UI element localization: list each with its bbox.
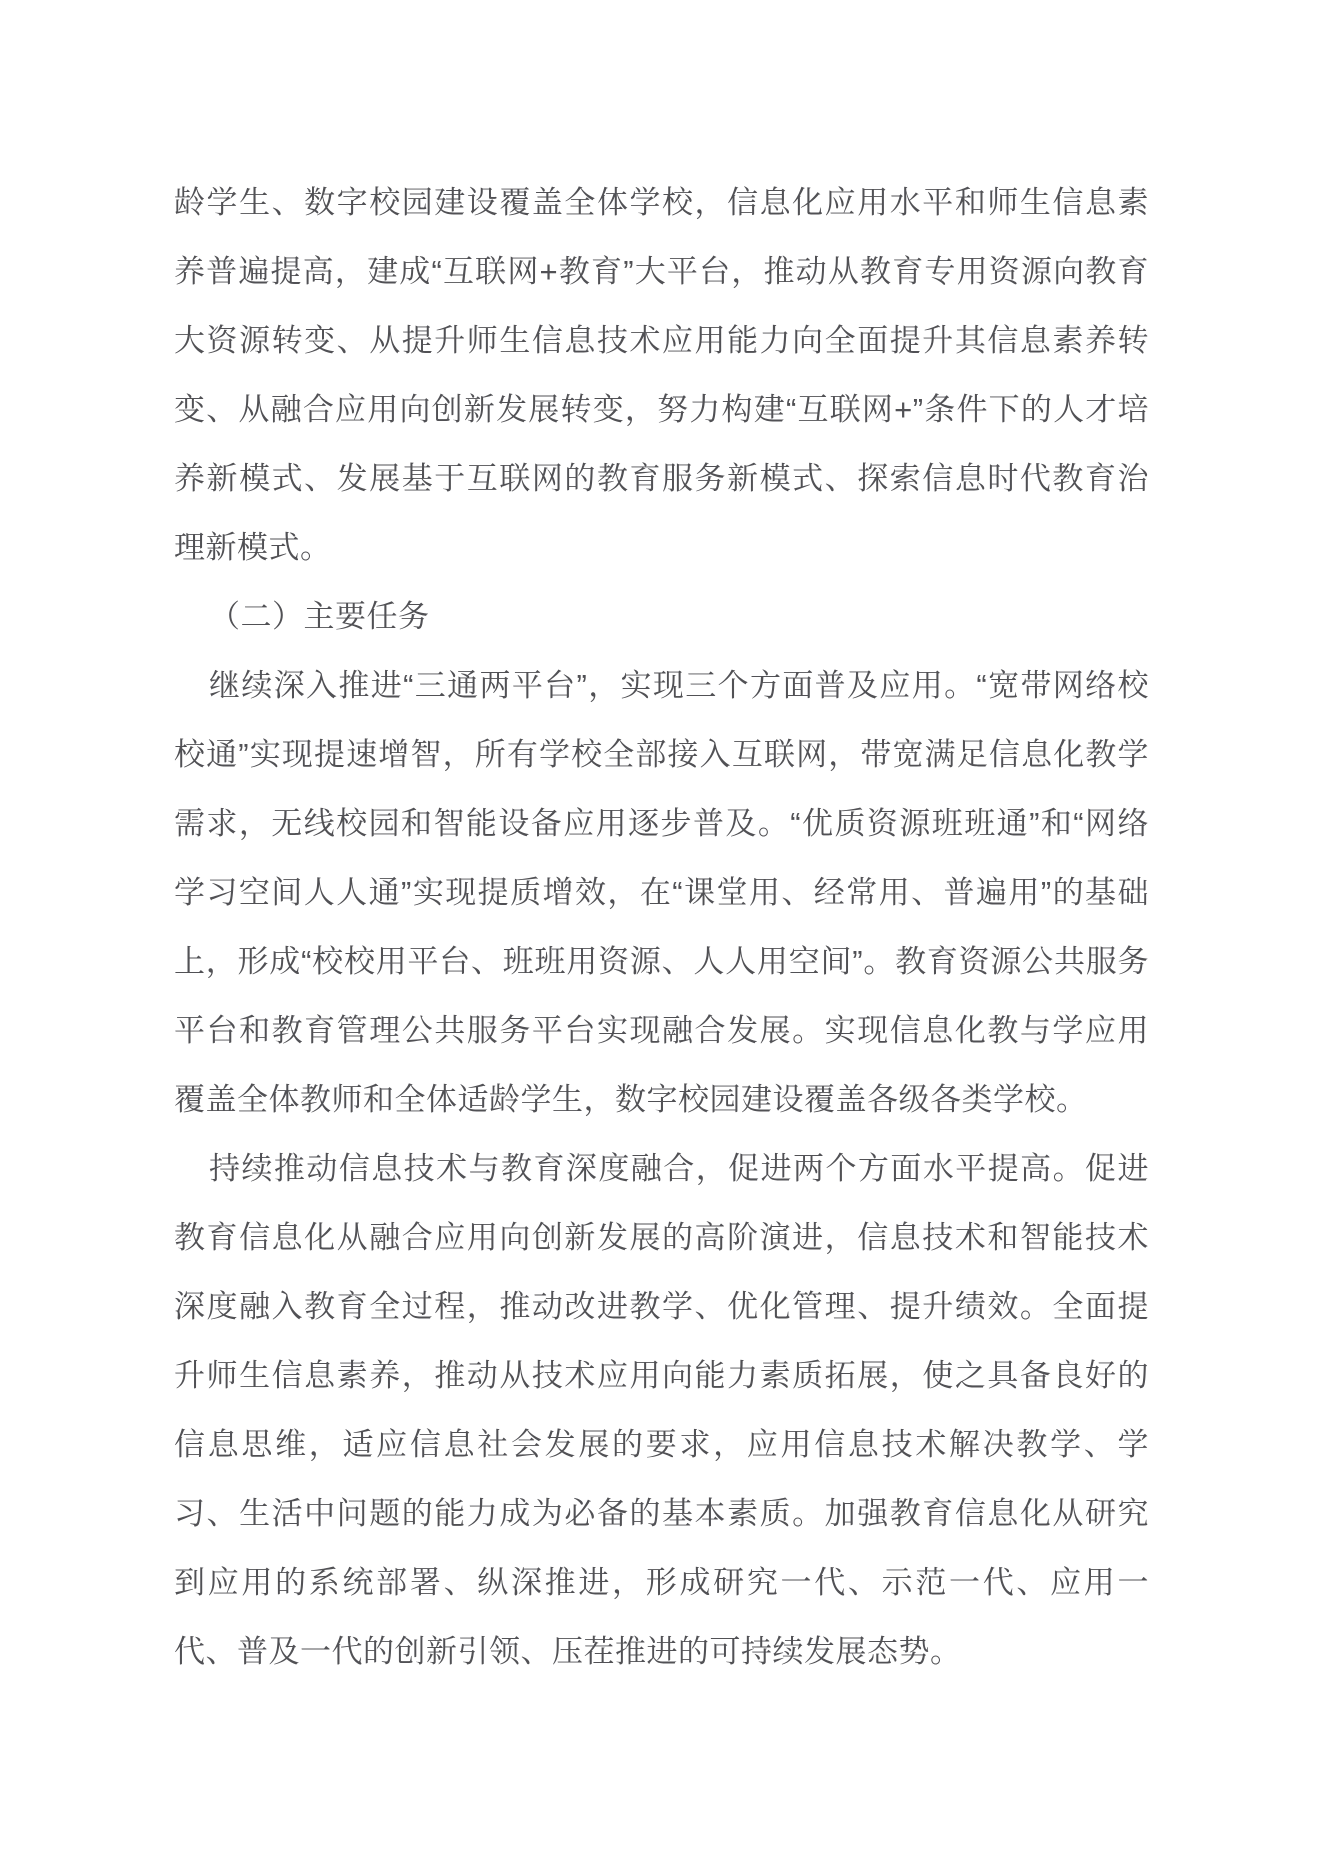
section-heading: （二）主要任务 [209, 599, 430, 634]
paragraph: 持续推动信息技术与教育深度融合，促进两个方面水平提高。促进教育信息化从融合应用向创新发展的高阶演进，信息技术和智能技术深度融入教育全过程，推动改进教学、优化管理、提升绩效。全面提升师生信息素养，推动从技术应用向能力素质拓展，使之具备良好的信息思维，适应信息社会发展的要求，应用信息技术解决教学、学习、生活中问题的能力成为必备的基本素质。加强教育信息化从研究到应用的系统部署、纵深推进，形成研究一代、示范一代、应用一代、普及一代的创新引领、压茬推进的可持续发展态势。 [174, 1151, 1149, 1669]
document-text-body [174, 168, 1149, 1686]
paragraph: 继续深入推进“三通两平台”，实现三个方面普及应用。“宽带网络校校通”实现提速增智，所有学校全部接入互联网，带宽满足信息化教学需求，无线校园和智能设备应用逐步普及。“优质资源班班通”和“网络学习空间人人通”实现提质增效，在“课堂用、经常用、普遍用”的基础上，形成“校校用平台、班班用资源、人人用空间”。教育资源公共服务平台和教育管理公共服务平台实现融合发展。实现信息化教与学应用覆盖全体教师和全体适龄学生，数字校园建设覆盖各级各类学校。 [174, 668, 1149, 1117]
paragraph-continuation: 龄学生、数字校园建设覆盖全体学校，信息化应用水平和师生信息素养普遍提高，建成“互联网+教育”大平台，推动从教育专用资源向教育大资源转变、从提升师生信息技术应用能力向全面提升其信息素养转变、从融合应用向创新发展转变，努力构建“互联网+”条件下的人才培养新模式、发展基于互联网的教育服务新模式、探索信息时代教育治理新模式。 [174, 185, 1149, 565]
